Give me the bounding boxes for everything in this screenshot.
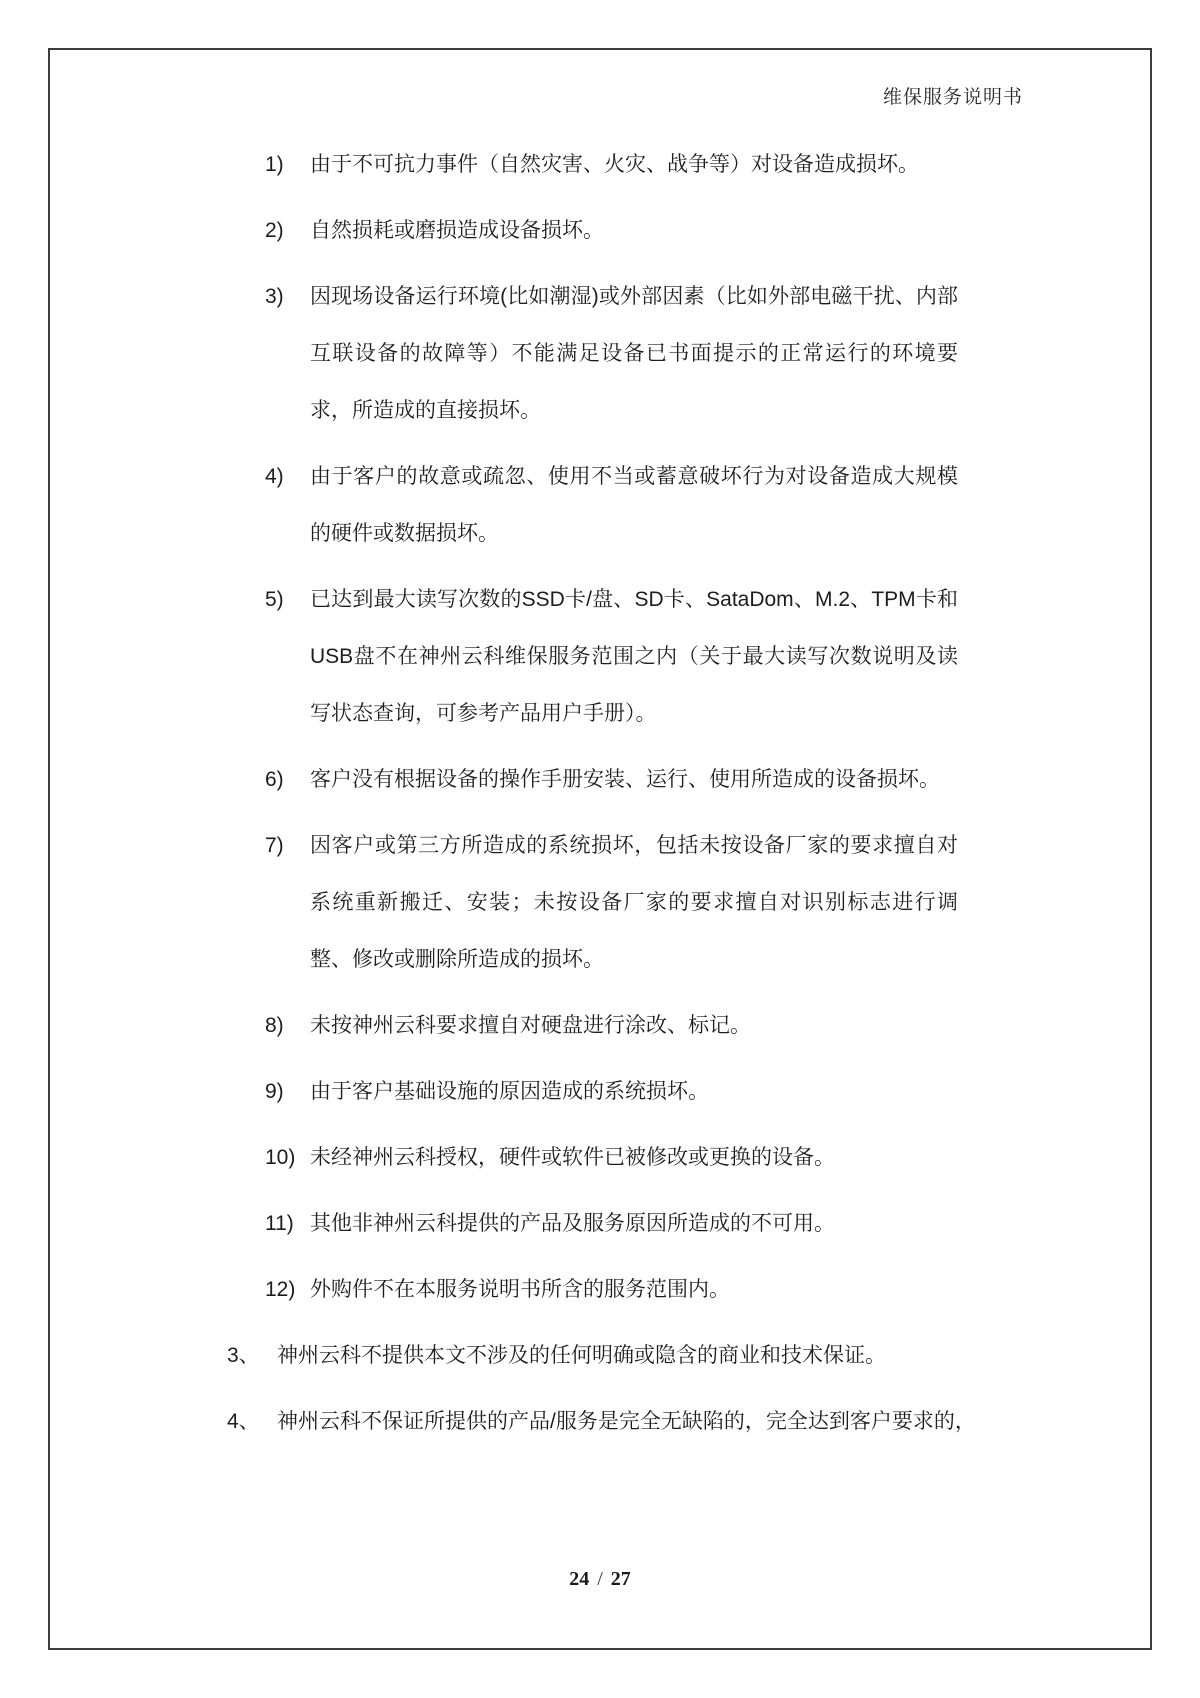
list-item-text: 其他非神州云科提供的产品及服务原因所造成的不可用。 [310,1212,835,1235]
list-item [265,268,958,439]
list-item-text: 由于客户的故意或疏忽、使用不当或蓄意破坏行为对设备造成大规模的硬件或数据损坏。 [310,465,958,545]
list-item [265,202,958,259]
list-item-number: 7) [265,834,284,857]
list-item-text: 神州云科不提供本文不涉及的任何明确或隐含的商业和技术保证。 [277,1344,886,1367]
page-header-title: 维保服务说明书 [882,87,1023,108]
list-item-number: 11) [265,1212,294,1235]
page-number [0,1568,1200,1591]
list-item-text: 因客户或第三方所造成的系统损坏，包括未按设备厂家的要求擅自对系统重新搬迁、安装；未按设备厂家的要求擅自对识别标志进行调整、修改或删除所造成的损坏。 [310,834,958,971]
list-item [265,448,958,562]
list-item-text: 外购件不在本服务说明书所含的服务范围内。 [310,1278,730,1301]
list-item-number: 3) [265,285,284,308]
list-item [265,751,958,808]
list-item-number: 9) [265,1080,284,1103]
list-item-text: 未按神州云科要求擅自对硬盘进行涂改、标记。 [310,1014,751,1037]
list-item-number: 5) [265,588,284,611]
list-item-text: 由于不可抗力事件（自然灾害、火灾、战争等）对设备造成损坏。 [310,153,919,176]
list-item-number: 6) [265,768,284,791]
list-item-outer [227,1393,997,1450]
list-item-text: 已达到最大读写次数的SSD卡/盘、SD卡、SataDom、M.2、TPM卡和USB盘不在神州云科维保服务范围之内（关于最大读写次数说明及读写状态查询，可参考产品用户手册）。 [310,588,958,725]
list-item-number: 10) [265,1146,296,1169]
page-number-total: 27 [610,1568,631,1590]
list-item-text: 客户没有根据设备的操作手册安装、运行、使用所造成的设备损坏。 [310,768,940,791]
list-item [265,1261,958,1318]
list-item [265,1063,958,1120]
content-area [0,136,1200,1459]
page-number-current: 24 [569,1568,590,1590]
list-item [265,1195,958,1252]
list-item [265,997,958,1054]
list-item [265,571,958,742]
list-item [265,136,958,193]
list-item [265,817,958,988]
list-item-number: 1) [265,153,284,176]
list-item-text: 因现场设备运行环境(比如潮湿)或外部因素（比如外部电磁干扰、内部互联设备的故障等）不能满足设备已书面提示的正常运行的环境要求，所造成的直接损坏。 [310,285,958,422]
list-item-text: 未经神州云科授权，硬件或软件已被修改或更换的设备。 [310,1146,835,1169]
list-item-number: 2) [265,219,284,242]
list-item-text: 神州云科不保证所提供的产品/服务是完全无缺陷的，完全达到客户要求的， [277,1410,976,1433]
list-item-number: 12) [265,1278,296,1301]
list-item-number: 3、 [227,1344,260,1367]
list-item-text: 由于客户基础设施的原因造成的系统损坏。 [310,1080,709,1103]
list-item-number: 4、 [227,1410,260,1433]
list-item-number: 8) [265,1014,284,1037]
list-item-outer [227,1327,997,1384]
list-item-number: 4) [265,465,284,488]
list-item [265,1129,958,1186]
list-item-text: 自然损耗或磨损造成设备损坏。 [310,219,604,242]
page-number-separator: / [597,1568,603,1590]
